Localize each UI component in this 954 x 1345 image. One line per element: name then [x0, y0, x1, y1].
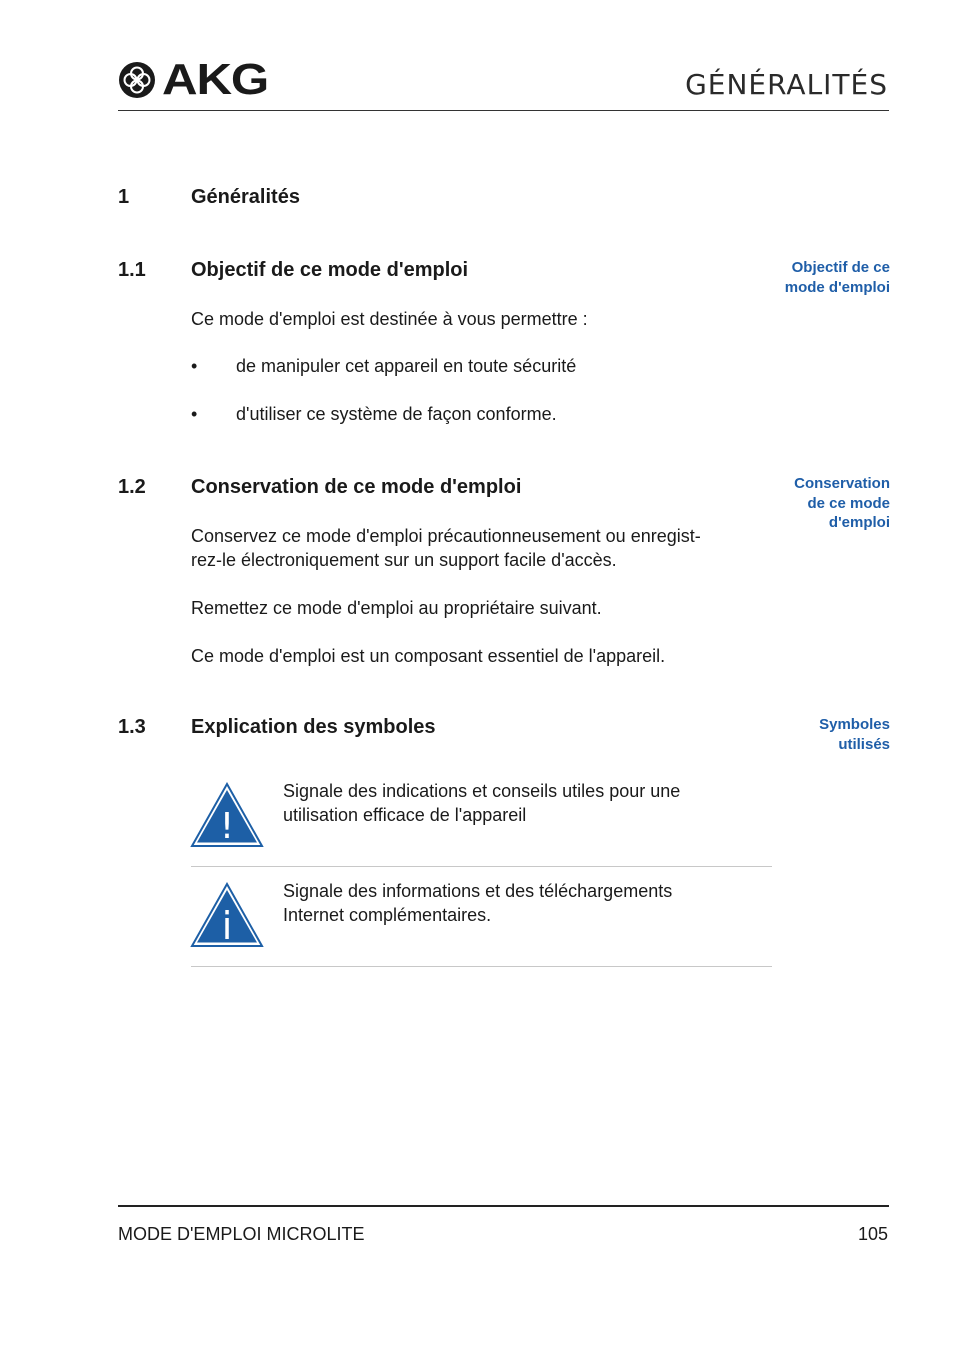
section-1-title: Généralités [191, 186, 300, 208]
section-1-1-number: 1.1 [118, 259, 146, 281]
section-1-3-number: 1.3 [118, 716, 146, 738]
warning-glyph: ! [219, 806, 235, 847]
margin-note-conservation [794, 474, 890, 533]
symbol-description [283, 779, 763, 827]
bullet-marker: • [191, 404, 198, 424]
brand-logo [118, 55, 269, 104]
symbol-description-line: Internet complémentaires. [283, 905, 492, 925]
bullet-item: de manipuler cet appareil en toute sécurité [236, 356, 577, 376]
page-number: 105 [857, 1224, 888, 1244]
symbol-separator [191, 866, 772, 867]
bullet-item: d'utiliser ce système de façon conforme. [236, 404, 557, 424]
symbol-description [283, 879, 763, 927]
margin-note-line: utilisés [838, 735, 890, 753]
margin-note-line: Conservation [794, 475, 890, 492]
info-glyph: i [221, 904, 233, 948]
warning-exclamation-icon [190, 782, 264, 848]
footer-rule [118, 1205, 889, 1207]
section-1-number: 1 [118, 186, 130, 208]
info-icon [190, 882, 264, 948]
paragraph-line: rez-le électroniquement sur un support facile d'accès. [191, 550, 617, 570]
footer-manual-title: MODE D'EMPLOI MICROLITE [118, 1224, 365, 1244]
margin-note-line: de ce mode [807, 494, 890, 512]
brand-wordmark: AKG [162, 55, 269, 104]
symbol-description-line: Signale des informations et des téléchargements [283, 881, 673, 901]
margin-note-line: Symboles [819, 716, 890, 733]
section-1-1-title: Objectif de ce mode d'emploi [191, 259, 469, 281]
margin-note-objectif [785, 258, 890, 297]
paragraph-line: Conservez ce mode d'emploi précautionneusement ou enregist- [191, 526, 701, 546]
section-1-1-intro: Ce mode d'emploi est destinée à vous permettre : [191, 309, 588, 329]
akg-emblem-icon [118, 61, 156, 99]
symbol-separator [191, 966, 772, 967]
section-1-2-paragraph: Ce mode d'emploi est un composant essentiel de l'appareil. [191, 646, 666, 666]
margin-note-line: Objectif de ce [791, 259, 890, 276]
page-header-title: GÉNÉRALITÉS [685, 68, 888, 101]
section-1-2-paragraph [191, 524, 701, 572]
section-1-2-paragraph: Remettez ce mode d'emploi au propriétaire suivant. [191, 598, 602, 618]
margin-note-line: d'emploi [828, 514, 890, 531]
section-1-2-title: Conservation de ce mode d'emploi [191, 476, 522, 498]
symbol-description-line: utilisation efficace de l'appareil [283, 805, 527, 825]
bullet-marker: • [191, 356, 198, 376]
margin-note-line: mode d'emploi [784, 278, 890, 296]
header-rule [118, 110, 889, 111]
section-1-2-number: 1.2 [118, 476, 146, 498]
section-1-3-title: Explication des symboles [191, 716, 436, 738]
symbol-description-line: Signale des indications et conseils utiles pour une [283, 781, 681, 801]
margin-note-symboles [819, 715, 890, 754]
